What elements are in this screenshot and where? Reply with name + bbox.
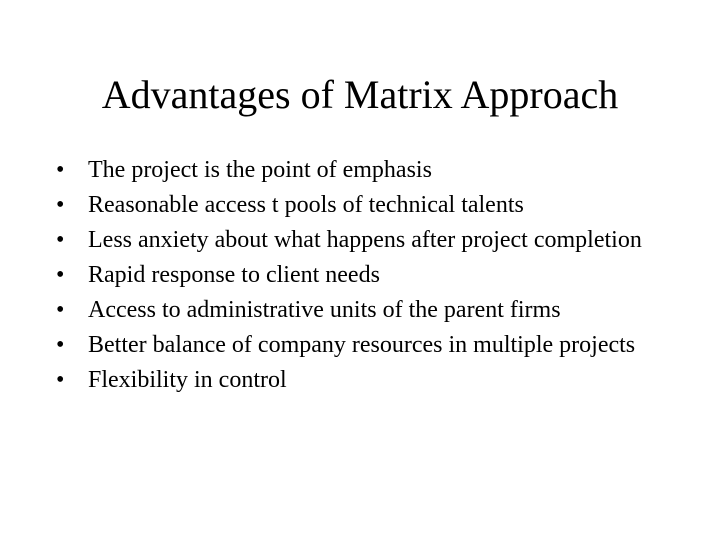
bullet-text: Access to administrative units of the parent firms [88, 297, 561, 323]
bullet-icon: • [56, 262, 65, 288]
bullet-list [56, 158, 676, 403]
bullet-icon: • [56, 332, 65, 358]
bullet-item [56, 263, 676, 287]
bullet-icon: • [56, 192, 65, 218]
bullet-icon: • [56, 297, 65, 323]
bullet-text: Better balance of company resources in multiple projects [88, 332, 636, 358]
bullet-icon: • [56, 367, 65, 393]
bullet-item [56, 193, 676, 217]
bullet-icon: • [56, 227, 65, 253]
bullet-text: The project is the point of emphasis [88, 157, 432, 183]
bullet-item [56, 298, 676, 322]
bullet-item [56, 368, 676, 392]
bullet-item [56, 228, 676, 252]
slide-title: Advantages of Matrix Approach [101, 72, 619, 117]
bullet-text: Rapid response to client needs [88, 262, 380, 288]
bullet-item [56, 158, 676, 182]
bullet-text: Flexibility in control [88, 367, 287, 393]
bullet-icon: • [56, 157, 65, 183]
bullet-text: Reasonable access t pools of technical talents [88, 192, 524, 218]
bullet-item [56, 333, 676, 357]
bullet-text: Less anxiety about what happens after project completion [88, 227, 642, 253]
